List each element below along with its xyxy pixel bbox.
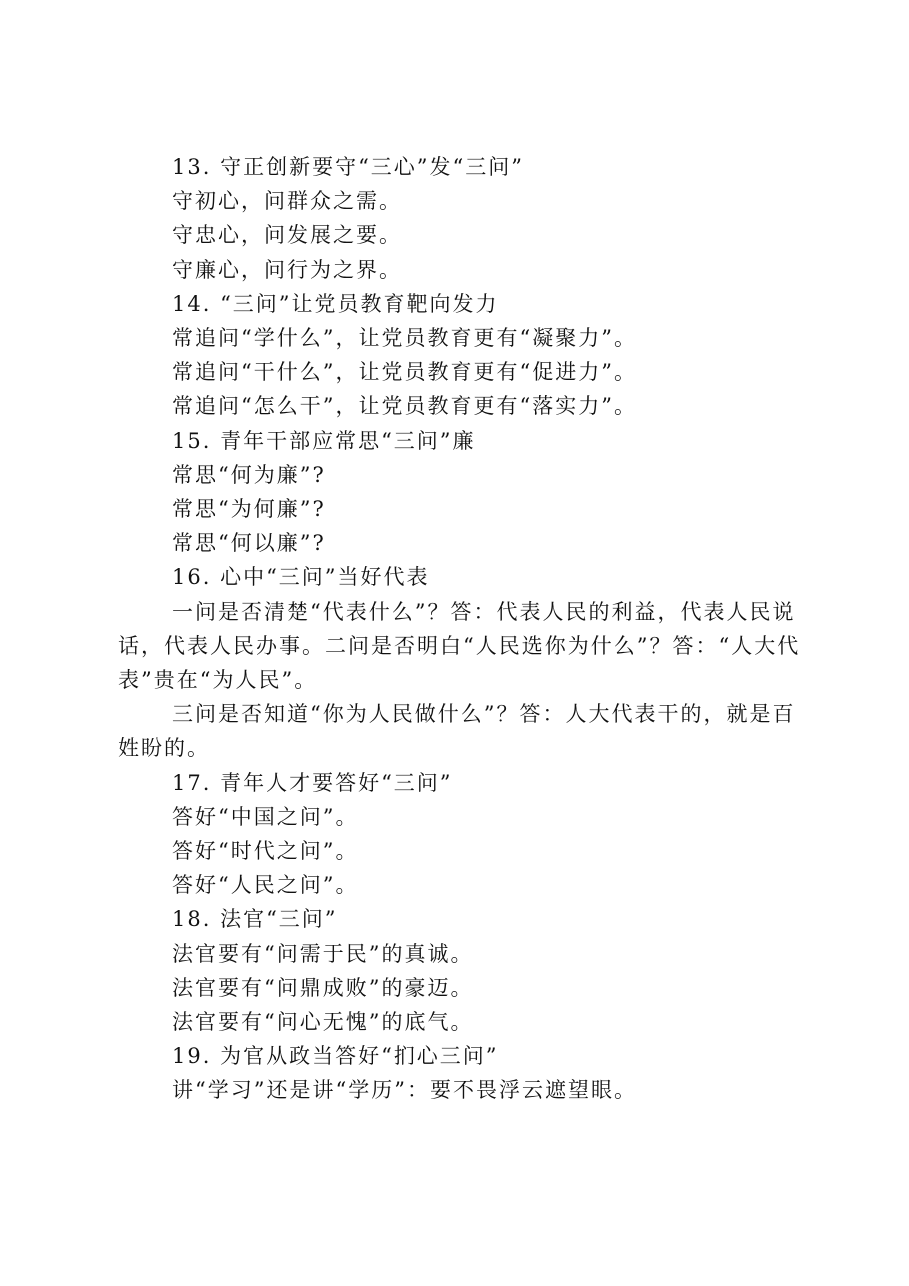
text-line: 法官要有“问鼎成败”的豪迈。 <box>172 975 474 1000</box>
text-line: 答好“时代之问”。 <box>172 839 359 864</box>
paragraph: 一问是否清楚“代表什么”？答：代表人民的利益，代表人民说话，代表人民办事。二问是否明白“人民选你为什么”？答：“人大代表”贵在“为人民”。 <box>118 599 801 693</box>
text-line: 答好“人民之问”。 <box>172 873 359 898</box>
text-line: 法官要有“问需于民”的真诚。 <box>172 941 474 966</box>
paragraph: 三问是否知道“你为人民做什么”？答：人大代表干的，就是百姓盼的。 <box>118 702 796 761</box>
section-heading-15: 15. 青年干部应常思“三问”廉 <box>172 428 476 453</box>
document-body <box>118 150 818 1108</box>
section-heading-14: 14. “三问”让党员教育靶向发力 <box>172 291 499 316</box>
text-line: 常思“为何廉”? <box>172 497 326 522</box>
text-line: 常追问“怎么干”，让党员教育更有“落实力”。 <box>172 394 637 419</box>
text-line: 常思“何为廉”? <box>172 462 326 487</box>
text-line: 常追问“学什么”，让党员教育更有“凝聚力”。 <box>172 326 637 351</box>
section-heading-17: 17. 青年人才要答好“三问” <box>172 770 453 795</box>
text-line: 常追问“干什么”，让党员教育更有“促进力”。 <box>172 360 637 385</box>
text-line: 讲“学习”还是讲“学历”：要不畏浮云遮望眼。 <box>172 1078 637 1103</box>
text-line: 常思“何以廉”? <box>172 531 326 556</box>
text-line: 答好“中国之问”。 <box>172 804 359 829</box>
section-heading-19: 19. 为官从政当答好“扪心三问” <box>172 1044 499 1069</box>
text-line: 法官要有“问心无愧”的底气。 <box>172 1010 474 1035</box>
section-heading-16: 16. 心中“三问”当好代表 <box>172 565 430 590</box>
text-line: 守忠心，问发展之要。 <box>172 223 402 248</box>
section-heading-18: 18. 法官“三问” <box>172 907 338 932</box>
section-heading-13: 13. 守正创新要守“三心”发“三问” <box>172 155 525 179</box>
text-line: 守廉心，问行为之界。 <box>172 257 402 282</box>
text-line: 守初心，问群众之需。 <box>172 189 402 214</box>
